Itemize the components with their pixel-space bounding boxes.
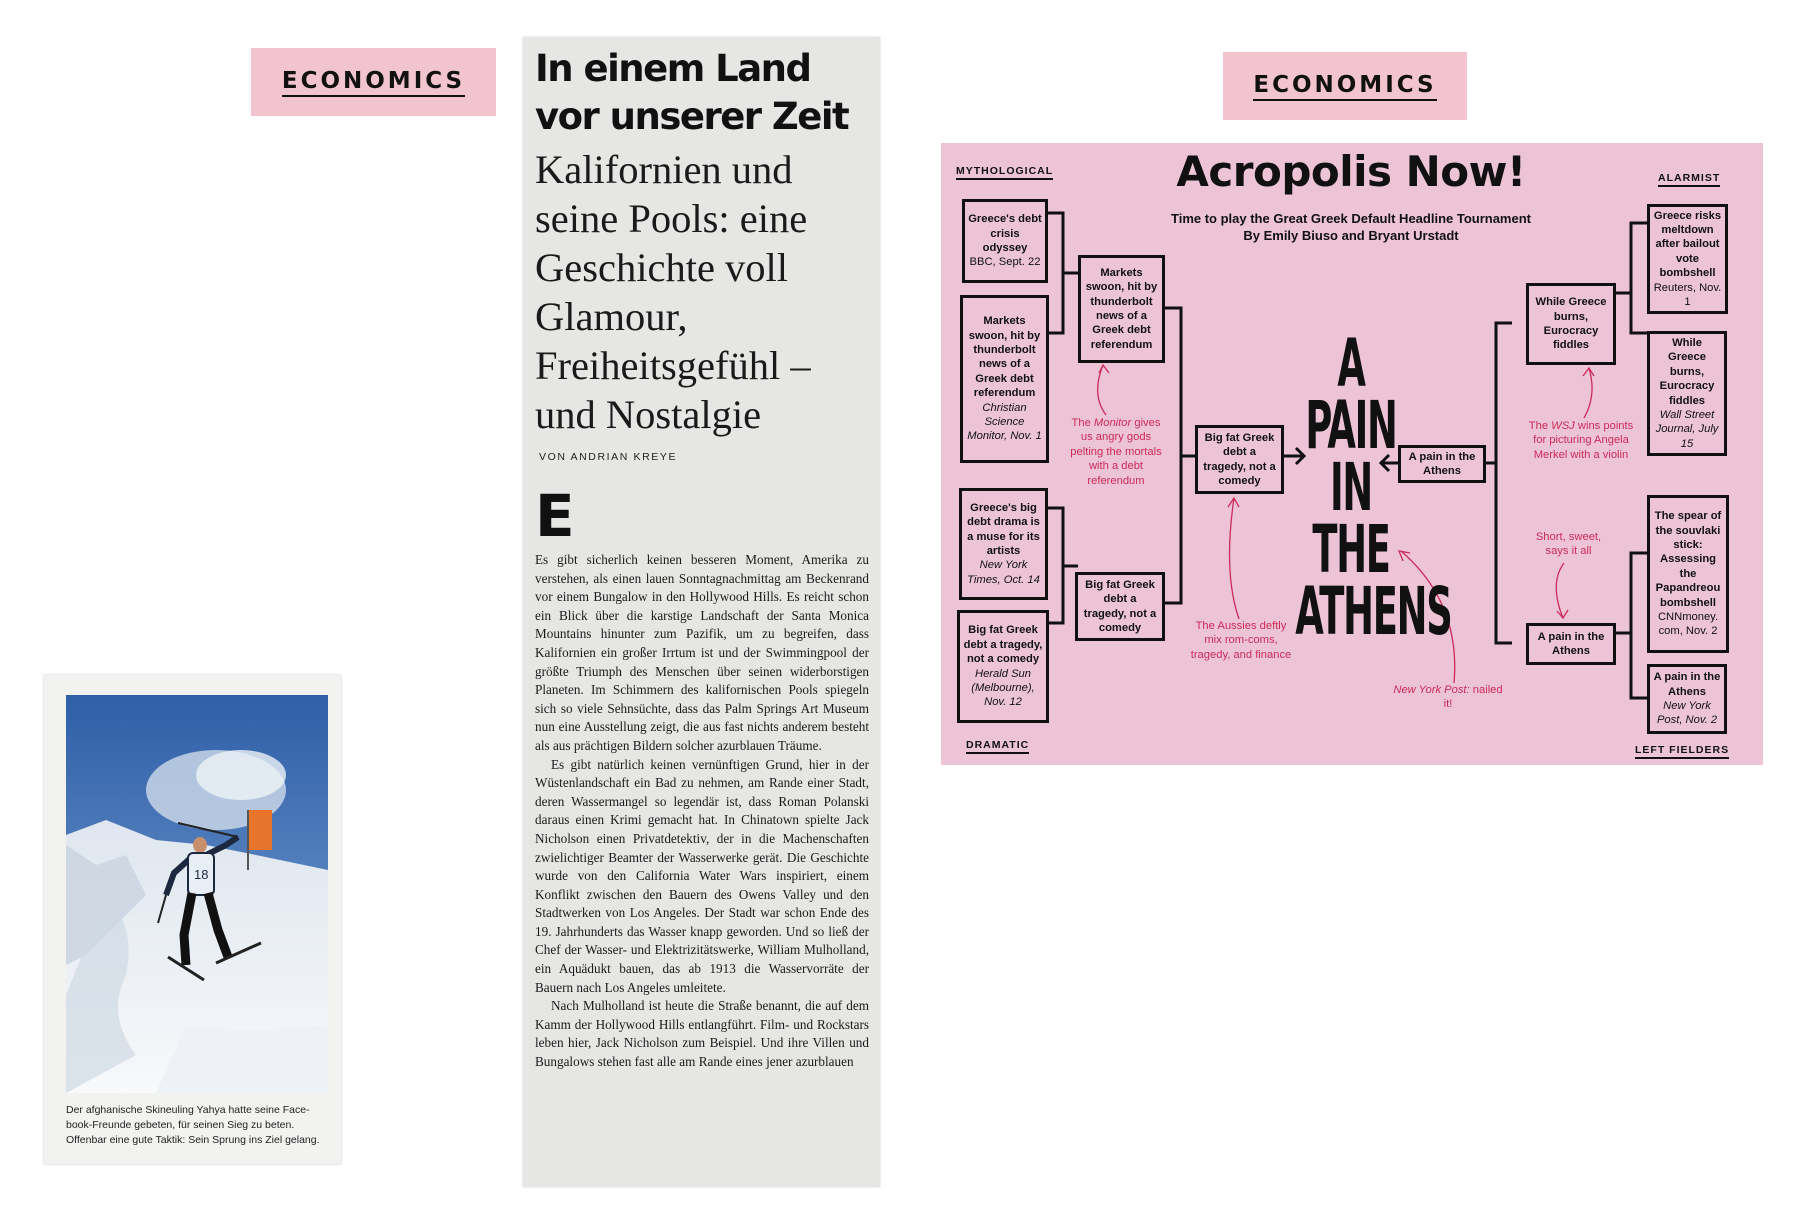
headline-box: Markets swoon, hit by thunderbolt news of a Greek debt referendum Christian Science Monitor, Nov. 1 (960, 295, 1049, 463)
bracket-graphic (941, 143, 1763, 765)
article-dropcap: E (535, 482, 575, 550)
economics-label: ECONOMICS (282, 68, 465, 97)
note-wsj: The WSJ wins points for picturing Angela Merkel with a violin (1528, 420, 1634, 461)
headline-box: The spear of the souvlaki stick: Assessing the Papandreou bombshell CNNmoney. com, Nov. 2 (1647, 495, 1729, 653)
champion-line: IN (1329, 449, 1373, 526)
corner-label-dramatic: DRAMATIC (966, 739, 1029, 754)
headline-box: A pain in the Athens (1526, 623, 1616, 665)
bracket-subtitle: Time to play the Great Greek Default Headline Tournament (1171, 211, 1531, 226)
article-subhead: Kalifornien und seine Pools: eine Geschichte voll Glamour, Freiheitsgefühl – und Nostalgie (535, 147, 811, 437)
article-body (535, 551, 869, 1072)
photo-clipping (44, 675, 341, 1164)
headline-box: While Greece burns, Eurocracy fiddles Wall Street Journal, July 15 (1647, 331, 1727, 456)
headline-box: Markets swoon, hit by thunderbolt news of a Greek debt referendum (1078, 255, 1165, 363)
headline-box: Greece's debt crisis odyssey BBC, Sept. 22 (962, 199, 1048, 283)
article-clipping (523, 37, 880, 1187)
champion-line: A PAIN (1305, 325, 1397, 464)
note-nypost: New York Post: nailed it! (1393, 684, 1503, 711)
headline-box: Big fat Greek debt a tragedy, not a comedy (1195, 425, 1284, 494)
note-short: Short, sweet, says it all (1535, 531, 1602, 558)
photo-caption: Der afghanische Skineuling Yahya hatte seine Face-book-Freunde gebeten, für seinen Sieg zu beten. Offenbar eine gute Taktik: Sein Sprung ins Ziel gelang. (66, 1104, 320, 1146)
corner-label-mythological: MYTHOLOGICAL (956, 165, 1053, 180)
article-paragraph: Es gibt natürlich keinen vernünftigen Grund, hier in der Wüstenlandschaft ein Bad zu nehmen, am Rande einer Stadt, deren Wassermangel so legendär ist, dass Roman Polanski daraus einen Krimi gemacht hat. In Chinatown spielte Jack Nicholson einen Privatdetektiv, der in die Machenschaften zwielichtiger Beamter der Wasserwerke gerät. Die Geschichte wurde von den California Water Wars inspiriert, einem Konflikt zwischen den Bauern des Owens Valley und den Stadtwerken von Los Angeles. Der Stadt war schon Ende des 19. Jahrhunderts das Wasser knapp geworden. Und so ließ der Chef der Wasser- und Elektrizitätswerke, William Mulholland, ein Aquädukt bauen, das ab 1913 die Wasservorräte der Bauern nach Los Angeles umleitete. (535, 756, 869, 995)
champion-headline (1295, 325, 1452, 650)
corner-label-alarmist: ALARMIST (1658, 172, 1720, 187)
note-aussies: The Aussies deftly mix rom-coms, tragedy, and finance (1190, 620, 1292, 661)
article-paragraph: Nach Mulholland ist heute die Straße benannt, die auf dem Kamm der Hollywood Hills entlangführt. Film- und Rockstars leben hier, Jack Nicholson zum Beispiel. Und ihre Villen und Bungalows stehen fast alle am Rande eines jener azurblauen (535, 998, 869, 1070)
article-headline: In einem Land vor unserer Zeit (535, 47, 849, 138)
champion-line: ATHENS (1295, 573, 1452, 650)
article-paragraph: Es gibt sicherlich keinen besseren Moment, Amerika zu verstehen, als einen lauen Sonntagnachmittag am Beckenrand vor einem Bungalow in den Hollywood Hills. Es reicht schon ein Blick über die karstige Landschaft der Santa Monica Mountains hinunter zum Pazifik, um zu begreifen, dass Kalifornien ein großer Irrtum ist und der Swimmingpool der größte Triumph des Menschen über seinen widerborstigen Planeten. Im Schimmern des kalifornischen Pools spiegeln sich so viele Sehnsüchte, dass das Palm Springs Art Museum nun eine Ausstellung zeigt, die aus fast nichts anderem besteht als aus prächtigen Bildern solcher azurblauen Träume. (535, 552, 869, 753)
headline-box: Greece risks meltdown after bailout vote bombshell Reuters, Nov. 1 (1647, 204, 1728, 314)
note-monitor: The Monitor gives us angry gods pelting the mortals with a debt referendum (1070, 417, 1162, 487)
bracket-title: Acropolis Now! (1176, 147, 1526, 196)
headline-box: Greece's big debt drama is a muse for its artists New York Times, Oct. 14 (959, 488, 1048, 600)
svg-text:18: 18 (194, 867, 209, 882)
bracket-authors: By Emily Biuso and Bryant Urstadt (1243, 228, 1459, 243)
skier-photo (66, 695, 328, 1093)
economics-tag-left (251, 48, 496, 116)
corner-label-left-fielders: LEFT FIELDERS (1635, 744, 1729, 759)
champion-line: THE (1312, 511, 1390, 588)
economics-label: ECONOMICS (1253, 72, 1436, 101)
article-byline: VON ANDRIAN KREYE (539, 451, 678, 463)
headline-box: A pain in the Athens (1398, 445, 1486, 483)
economics-tag-right (1223, 52, 1467, 120)
headline-box: Big fat Greek debt a tragedy, not a comedy Herald Sun (Melbourne), Nov. 12 (957, 610, 1049, 723)
headline-box: Big fat Greek debt a tragedy, not a comedy (1075, 572, 1165, 641)
headline-box: A pain in the Athens New York Post, Nov. 2 (1647, 664, 1727, 734)
headline-box: While Greece burns, Eurocracy fiddles (1526, 283, 1616, 365)
